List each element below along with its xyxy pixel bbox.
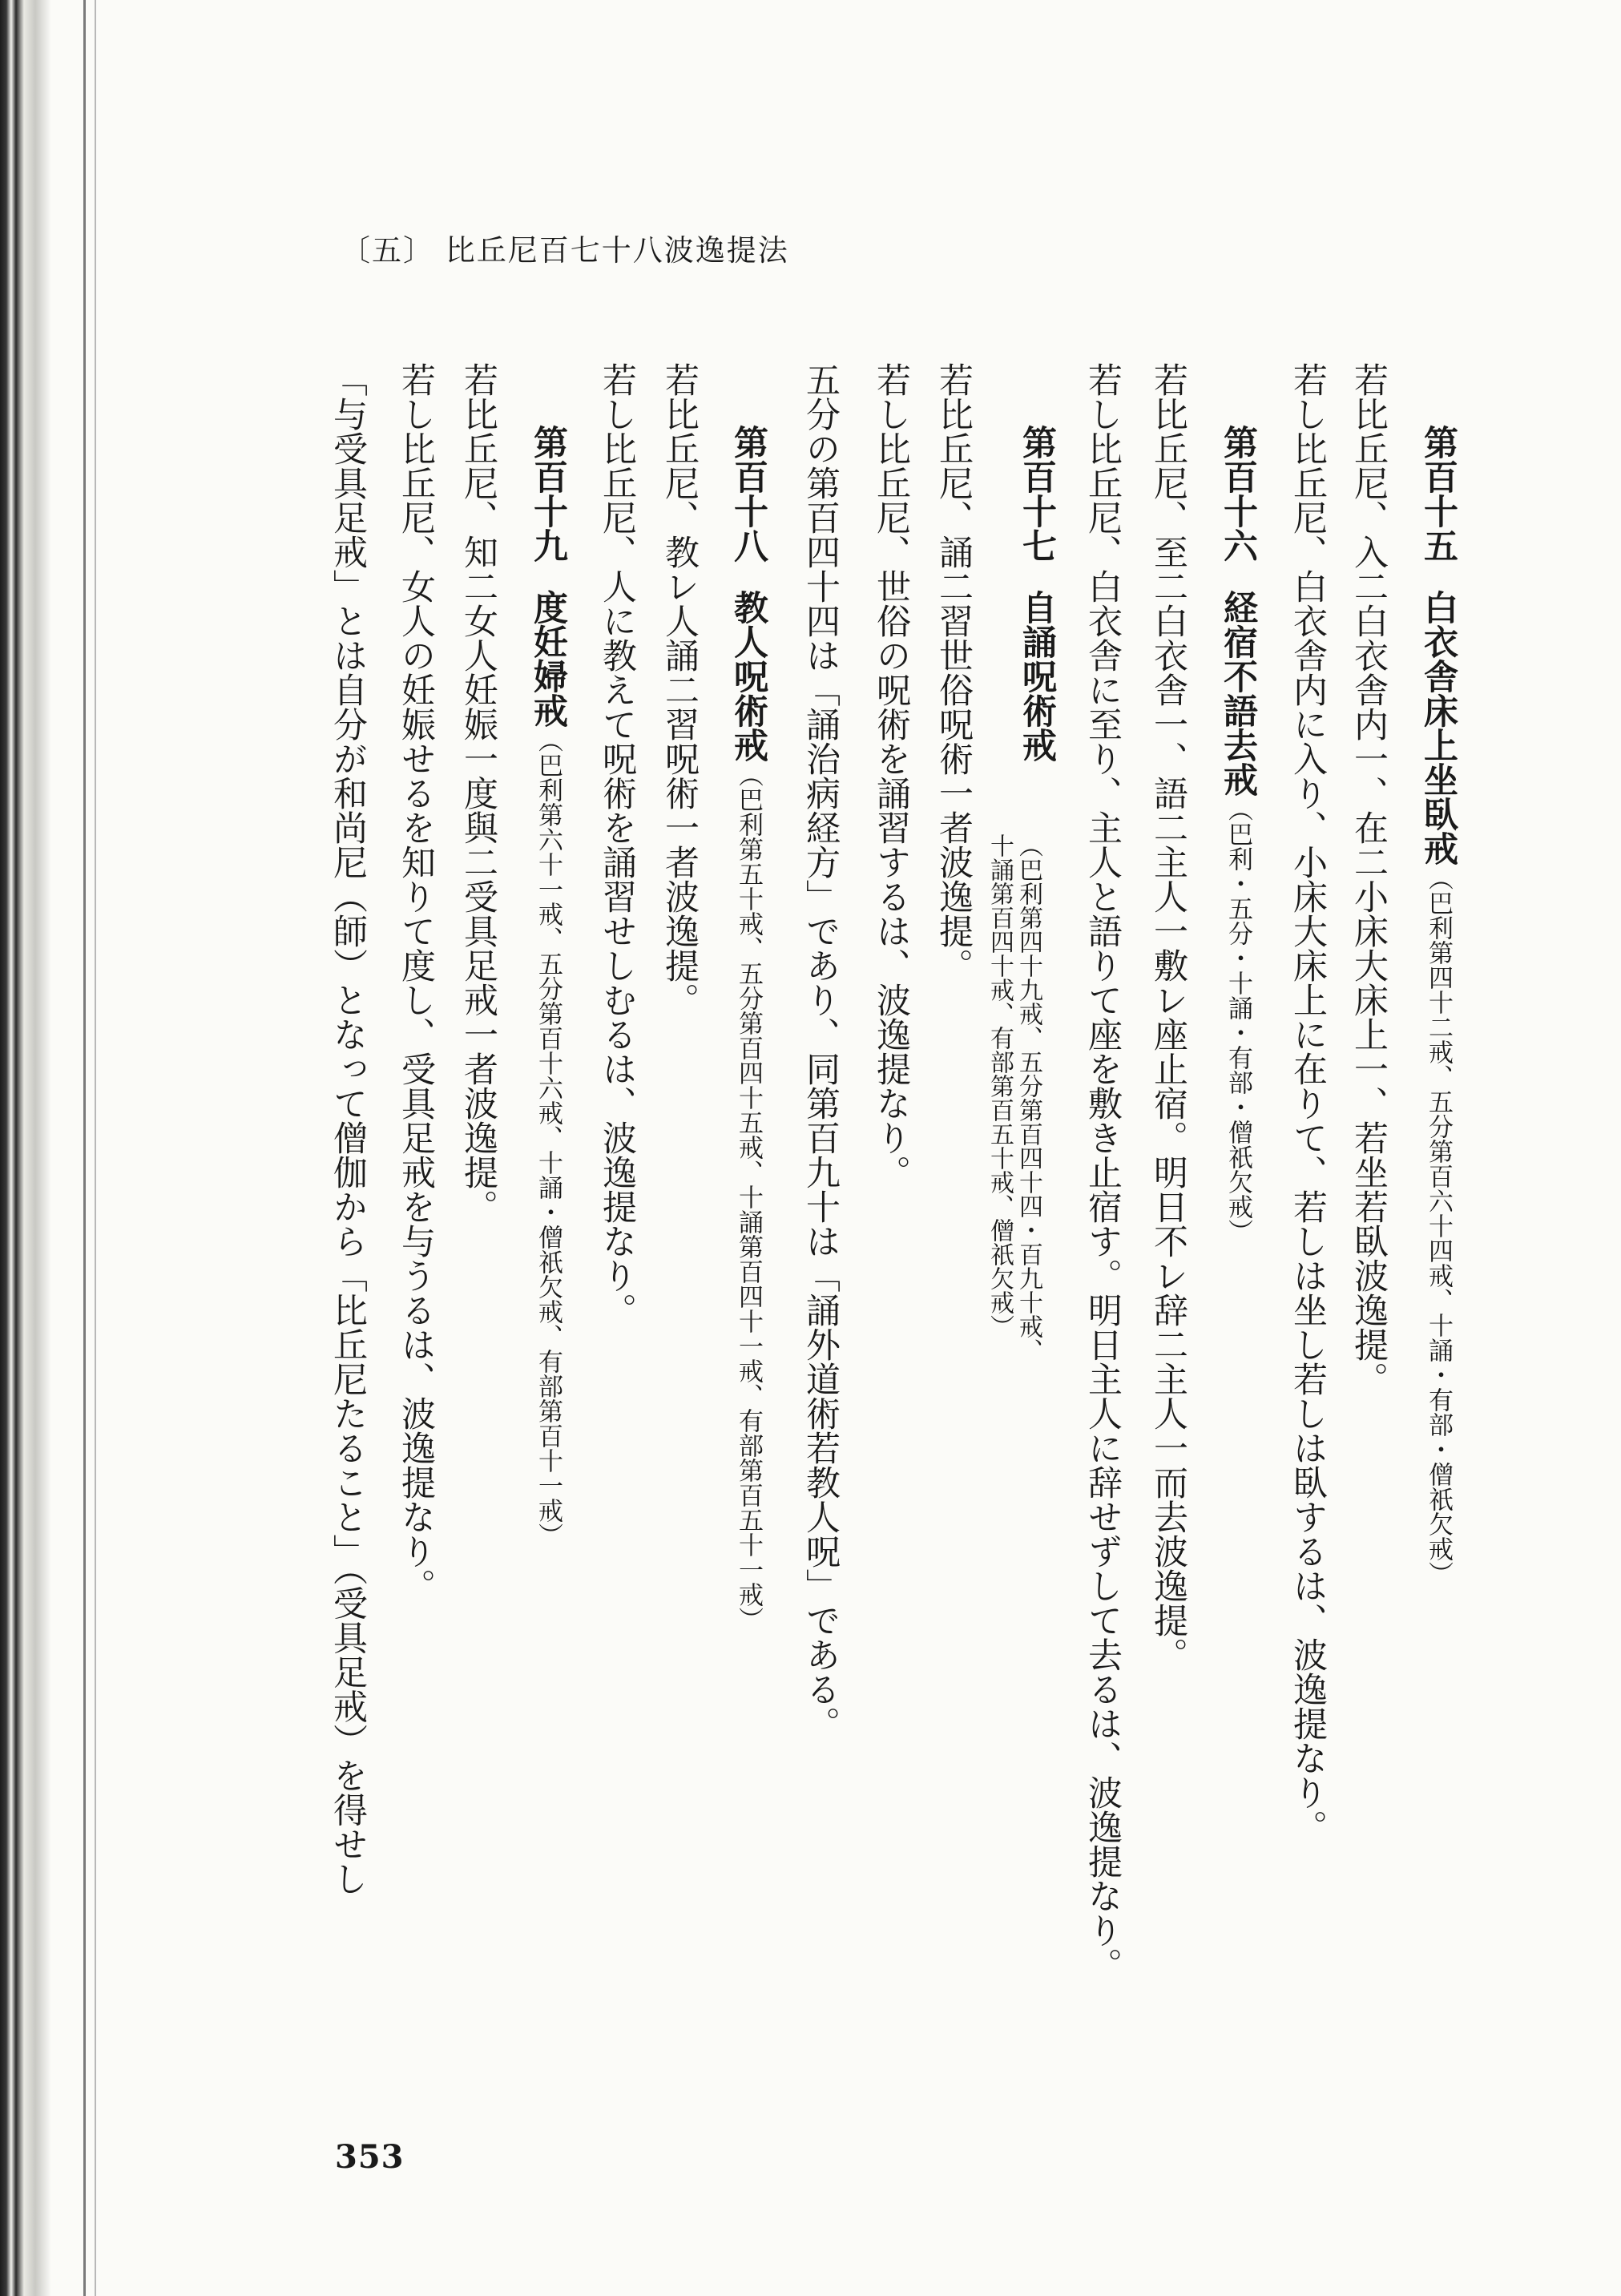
binding-line-secondary [95, 0, 96, 2296]
rule-117-translation [871, 362, 911, 1189]
original-text: 若比丘尼、誦二習世俗呪術一者波逸提。 [933, 362, 974, 983]
rule-118-heading [728, 425, 768, 1632]
translation-text: 若し比丘尼、女人の妊娠せるを知りて度し、受具足戒を与うるは、波逸提なり。 [396, 362, 436, 1603]
rule-title: 自誦呪術戒 [1017, 590, 1057, 762]
commentary-text: 「与受具足戒」とは自分が和尚尼（師）となって僧伽から「比丘尼たること」（受具足戒）を得せし [328, 362, 368, 1896]
rule-number: 第百十九 [528, 425, 568, 563]
rule-118-translation [597, 362, 637, 1327]
rule-sources-note: （巴利・五分・十誦・有部・僧祇欠戒） [1224, 797, 1252, 1244]
rule-sources-note: （巴利第四十二戒、五分第百六十四戒、十誦・有部・僧祇欠戒） [1424, 866, 1453, 1586]
rule-title: 度妊婦戒 [528, 590, 568, 728]
rule-115-heading [1418, 425, 1458, 1586]
rule-119-original-text [458, 362, 498, 1224]
rule-116-original-text [1148, 362, 1188, 1672]
rule-number: 第百十八 [728, 425, 768, 563]
rule-119-heading [528, 425, 568, 1547]
translation-text: 若し比丘尼、白衣舎に至り、主人と語りて座を敷き止宿す。明日主人に辞せずして去るは、波逸提なり。 [1083, 362, 1123, 1982]
rule-119-translation [396, 362, 436, 1603]
rule-117-original-text [933, 362, 974, 983]
rule-sources-note: （巴利第六十一戒、五分第百十六戒、十誦・僧祇欠戒、有部第百十一戒） [534, 728, 563, 1547]
rule-117-note-line-2 [986, 833, 1014, 1338]
original-text: 若比丘尼、教レ人誦二習呪術一者波逸提。 [659, 362, 700, 1017]
rule-title: 白衣舎床上坐臥戒 [1418, 590, 1458, 866]
section-header [341, 226, 789, 269]
translation-text: 若し比丘尼、白衣舎内に入り、小床大床上に在りて、若しは坐し若しは臥するは、波逸提なり。 [1288, 362, 1328, 1844]
original-text: 若比丘尼、知二女人妊娠一度與二受具足戒一者波逸提。 [458, 362, 498, 1224]
rule-116-translation [1083, 362, 1123, 1982]
rule-title: 教人呪術戒 [728, 590, 768, 762]
rule-number: 第百十七 [1017, 425, 1057, 563]
rule-119-commentary [328, 362, 368, 1896]
rule-title: 経宿不語去戒 [1218, 590, 1258, 797]
rule-number: 第百十五 [1418, 425, 1458, 563]
page-number: 353 [335, 2138, 405, 2176]
rule-116-heading [1218, 425, 1258, 1244]
rule-117-commentary [800, 362, 841, 1741]
translation-text: 若し比丘尼、人に教えて呪術を誦習せしむるは、波逸提なり。 [597, 362, 637, 1327]
rule-117-note-line-1 [1016, 833, 1040, 1362]
book-spine-shadow [0, 0, 51, 2296]
translation-text: 若し比丘尼、世俗の呪術を誦習するは、波逸提なり。 [871, 362, 911, 1189]
original-text: 若比丘尼、至二白衣舎一、語二主人一敷レ座止宿。明日不レ辞二主人一而去波逸提。 [1148, 362, 1188, 1672]
rule-115-original-text [1349, 362, 1389, 1396]
rule-sources-note: （巴利第四十九戒、五分第百四十四・百九十戒、 [1014, 833, 1042, 1362]
section-mark: 〔五〕 [341, 233, 434, 268]
rule-117-heading [1017, 425, 1057, 762]
binding-line [83, 0, 86, 2296]
rule-118-original-text [659, 362, 700, 1017]
rule-115-translation [1288, 362, 1328, 1844]
commentary-text: 五分の第百四十四は「誦治病経方」であり、同第百九十は「誦外道術若教人呪」である。 [800, 362, 841, 1741]
original-text: 若比丘尼、入二白衣舎内一、在二小床大床上一、若坐若臥波逸提。 [1349, 362, 1389, 1396]
section-title: 比丘尼百七十八波逸提法 [445, 233, 789, 268]
rule-sources-note: （巴利第五十戒、五分第百四十五戒、十誦第百四十一戒、有部第百五十一戒） [734, 762, 763, 1632]
rule-sources-note: 十誦第百四十戒、有部第百五十戒、僧祇欠戒） [986, 833, 1014, 1338]
rule-number: 第百十六 [1218, 425, 1258, 563]
